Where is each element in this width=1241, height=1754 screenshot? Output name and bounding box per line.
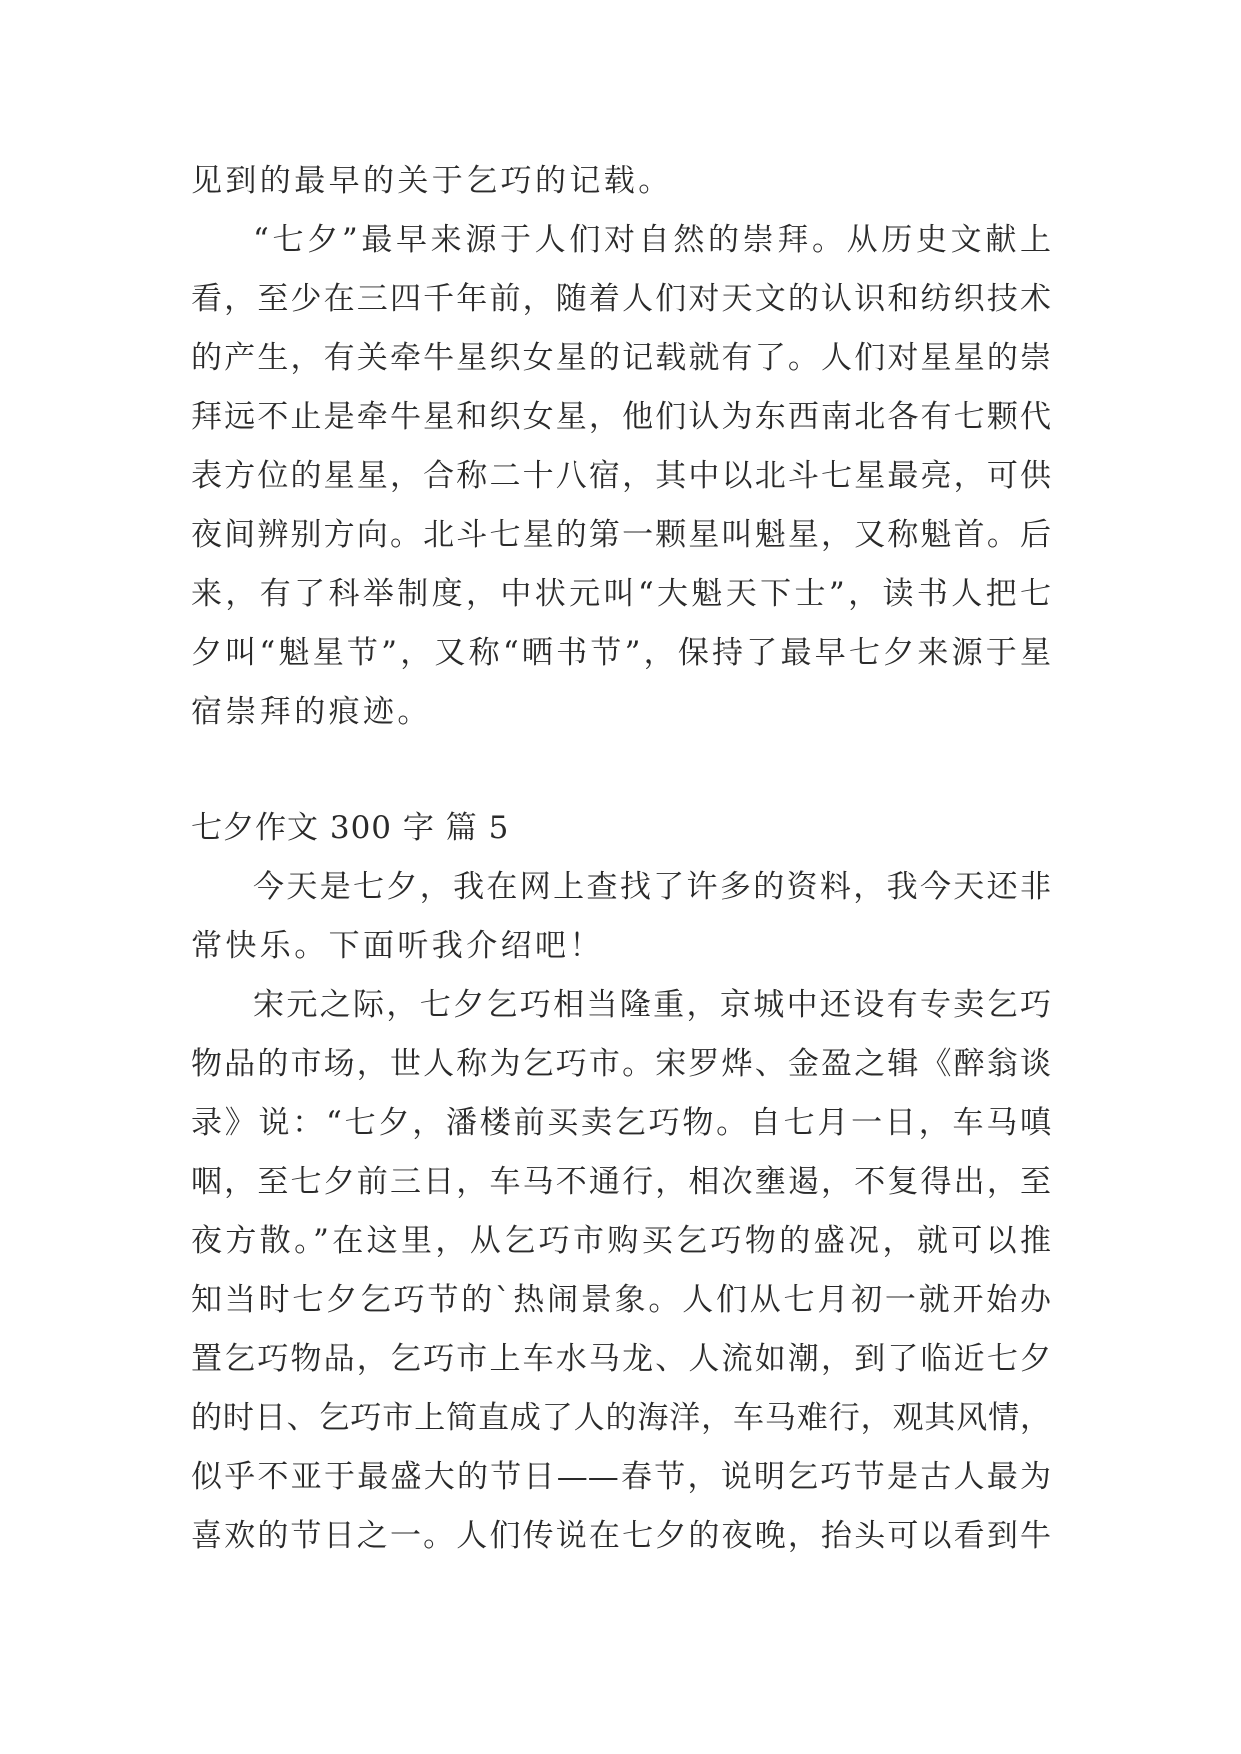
section-title: 七夕作文 300 字 篇 5: [191, 810, 510, 846]
paragraph-line: 来，有了科举制度，中状元叫“大魁天下士”，读书人把七: [191, 576, 1051, 612]
paragraph-line: 置乞巧物品，乞巧市上车水马龙、人流如潮，到了临近七夕: [191, 1341, 1051, 1377]
paragraph-line: 的时日、乞巧市上简直成了人的海洋，车马难行，观其风情，: [191, 1400, 1051, 1436]
previous-paragraph-tail: 见到的最早的关于乞巧的记载。: [191, 163, 673, 199]
paragraph-line: 看，至少在三四千年前，随着人们对天文的认识和纺织技术: [191, 281, 1051, 317]
paragraph-line: 宿崇拜的痕迹。: [191, 694, 432, 730]
paragraph-line: “七夕”最早来源于人们对自然的崇拜。从历史文献上: [253, 222, 1051, 258]
paragraph-line: 夜方散。”在这里，从乞巧市购买乞巧物的盛况，就可以推: [191, 1223, 1051, 1259]
paragraph-line: 知当时七夕乞巧节的`热闹景象。人们从七月初一就开始办: [191, 1282, 1051, 1318]
paragraph-line: 宋元之际，七夕乞巧相当隆重，京城中还设有专卖乞巧: [253, 987, 1051, 1023]
paragraph-line: 似乎不亚于最盛大的节日——春节，说明乞巧节是古人最为: [191, 1459, 1051, 1495]
paragraph-line: 夕叫“魁星节”，又称“晒书节”，保持了最早七夕来源于星: [191, 635, 1051, 671]
paragraph-line: 表方位的星星，合称二十八宿，其中以北斗七星最亮，可供: [191, 458, 1051, 494]
paragraph-line: 拜远不止是牵牛星和织女星，他们认为东西南北各有七颗代: [191, 399, 1051, 435]
paragraph-line: 喜欢的节日之一。人们传说在七夕的夜晚，抬头可以看到牛: [191, 1518, 1051, 1554]
paragraph-line: 咽，至七夕前三日，车马不通行，相次壅遏，不复得出，至: [191, 1164, 1051, 1200]
paragraph-line: 的产生，有关牵牛星织女星的记载就有了。人们对星星的崇: [191, 340, 1051, 376]
paragraph-line: 今天是七夕，我在网上查找了许多的资料，我今天还非: [253, 869, 1051, 905]
paragraph-line: 录》说：“七夕，潘楼前买卖乞巧物。自七月一日，车马嗔: [191, 1105, 1051, 1141]
paragraph-line: 物品的市场，世人称为乞巧市。宋罗烨、金盈之辑《醉翁谈: [191, 1046, 1051, 1082]
paragraph-line: 夜间辨别方向。北斗七星的第一颗星叫魁星，又称魁首。后: [191, 517, 1051, 553]
paragraph-line: 常快乐。下面听我介绍吧！: [191, 928, 604, 964]
